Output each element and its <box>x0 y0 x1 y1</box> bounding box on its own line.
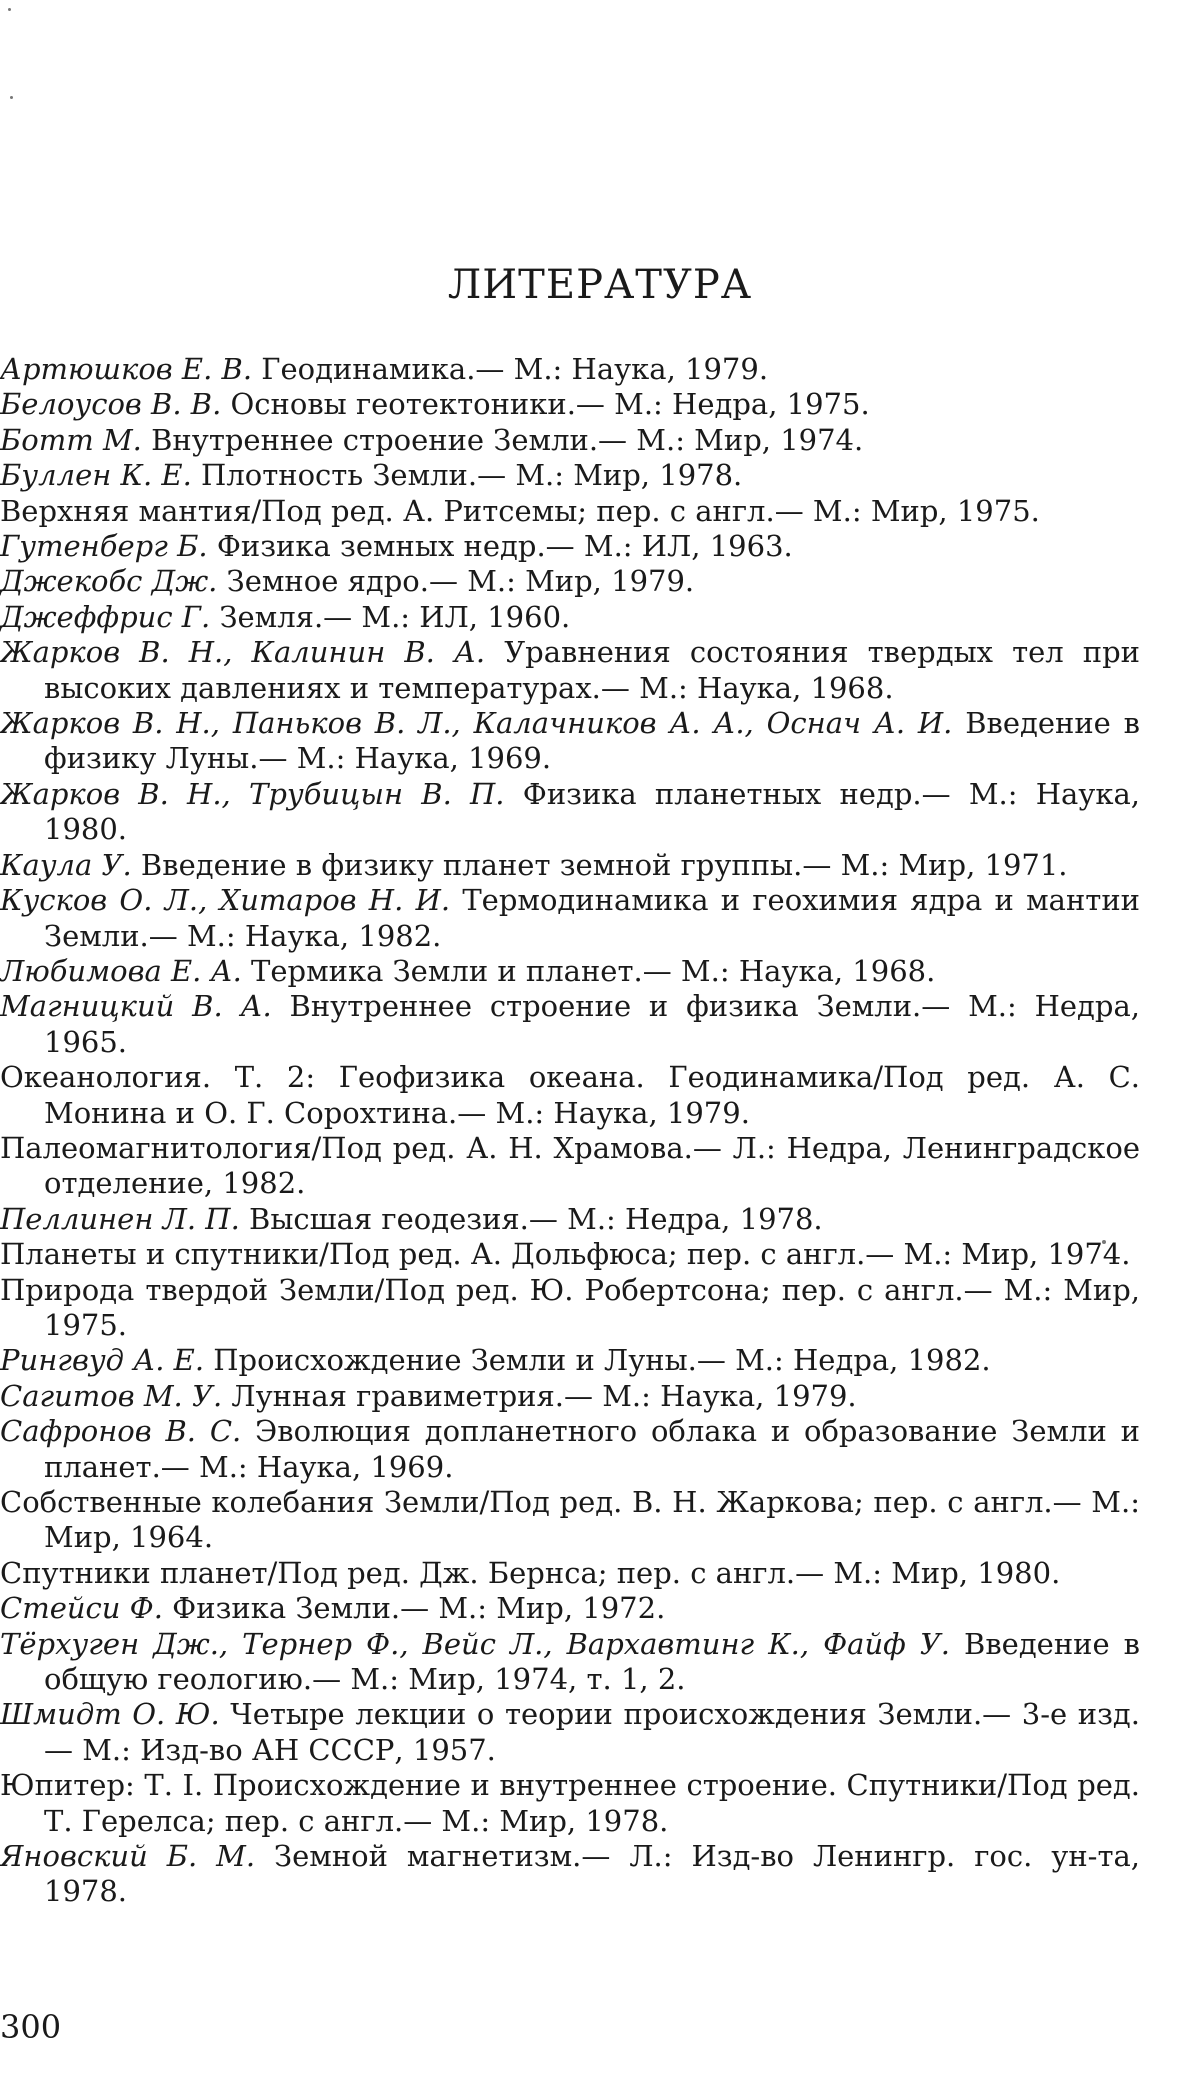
reference-entry <box>0 1591 1140 1626</box>
reference-entry <box>0 883 1140 954</box>
reference-text: Внутреннее строение и физика Земли.— М.: Недра, 1965. <box>44 989 1140 1059</box>
reference-list <box>0 352 1140 1910</box>
reference-entry <box>0 989 1140 1060</box>
reference-entry <box>0 1697 1140 1768</box>
reference-entry <box>0 1131 1140 1202</box>
reference-author: Каула У. <box>0 847 132 882</box>
reference-text: Происхождение Земли и Луны.— М.: Недра, 1982. <box>204 1343 991 1378</box>
reference-text: Юпитер: Т. I. Происхождение и внутреннее строение. Спутники/Под ред. Т. Герелса; пер. с англ.— М.: Мир, 1978. <box>0 1768 1140 1838</box>
reference-entry <box>0 1485 1140 1556</box>
reference-text: Океанология. Т. 2: Геофизика океана. Геодинамика/Под ред. А. С. Монина и О. Г. Сорохтина.— М.: Наука, 1979. <box>0 1060 1140 1130</box>
reference-author: Джекобс Дж. <box>0 564 218 599</box>
reference-entry <box>0 1627 1140 1698</box>
reference-text: Введение в общую геологию.— М.: Мир, 1974, т. 1, 2. <box>44 1626 1140 1697</box>
reference-text: Физика земных недр.— М.: ИЛ, 1963. <box>207 529 793 564</box>
reference-text: Геодинамика.— М.: Наука, 1979. <box>252 352 769 386</box>
reference-author: Сагитов М. У. <box>0 1378 223 1413</box>
reference-author: Гутенберг Б. <box>0 529 208 564</box>
reference-author: Белоусов В. В. <box>0 387 222 422</box>
reference-author: Стейси Ф. <box>0 1591 163 1626</box>
reference-entry <box>0 1202 1140 1237</box>
reference-author: Рингвуд А. Е. <box>0 1343 205 1378</box>
reference-text: Собственные колебания Земли/Под ред. В. Н. Жаркова; пер. с англ.— М.: Мир, 1964. <box>0 1485 1140 1555</box>
reference-text: Введение в физику планет земной группы.— М.: Мир, 1971. <box>131 847 1068 882</box>
reference-entry <box>0 564 1140 599</box>
reference-author: Сафронов В. С. <box>0 1414 242 1449</box>
reference-entry <box>0 1273 1140 1344</box>
reference-entry <box>0 1768 1140 1839</box>
reference-text: Введение в физику Луны.— М.: Наука, 1969. <box>44 706 1140 776</box>
reference-author: Кусков О. Л., Хитаров Н. И. <box>0 883 451 918</box>
reference-author: Жарков В. Н., Паньков В. Л., Калачников А. А., Оснач А. И. <box>0 706 953 741</box>
reference-text: Верхняя мантия/Под ред. А. Ритсемы; пер. с англ.— М.: Мир, 1975. <box>0 493 1040 528</box>
reference-entry <box>0 1414 1140 1485</box>
reference-entry <box>0 387 1140 422</box>
reference-entry <box>0 600 1140 635</box>
reference-text: Четыре лекции о теории происхождения Земли.— 3-е изд.— М.: Изд-во АН СССР, 1957. <box>44 1697 1140 1767</box>
reference-entry <box>0 1839 1140 1910</box>
reference-text: Земной магнетизм.— Л.: Изд-во Ленингр. гос. ун-та, 1978. <box>44 1839 1141 1909</box>
reference-text: Спутники планет/Под ред. Дж. Бернса; пер. с англ.— М.: Мир, 1980. <box>0 1555 1061 1590</box>
reference-entry <box>0 954 1140 989</box>
reference-text: Физика планетных недр.— М.: Наука, 1980. <box>44 776 1140 847</box>
reference-text: Земное ядро.— М.: Мир, 1979. <box>217 564 695 599</box>
reference-author: Магницкий В. А. <box>0 989 272 1024</box>
reference-entry <box>0 1556 1140 1591</box>
reference-entry <box>0 1060 1140 1131</box>
reference-text: Термодинамика и геохимия ядра и мантии Земли.— М.: Наука, 1982. <box>44 883 1141 953</box>
reference-text: Плотность Земли.— М.: Мир, 1978. <box>191 458 743 493</box>
reference-text: Природа твердой Земли/Под ред. Ю. Робертсона; пер. с англ.— М.: Мир, 1975. <box>0 1272 1140 1342</box>
reference-entry <box>0 423 1140 458</box>
reference-author: Жарков В. Н., Трубицын В. П. <box>0 776 505 811</box>
reference-author: Джеффрис Г. <box>0 599 211 634</box>
reference-author: Шмидт О. Ю. <box>0 1697 220 1732</box>
reference-text: Высшая геодезия.— М.: Недра, 1978. <box>239 1201 823 1236</box>
reference-entry <box>0 529 1140 564</box>
reference-author: Артюшков Е. В. <box>0 352 253 386</box>
reference-author: Буллен К. Е. <box>0 458 192 493</box>
reference-entry <box>0 458 1140 493</box>
reference-text: Внутреннее строение Земли.— М.: Мир, 1974. <box>141 422 864 457</box>
reference-text: Физика Земли.— М.: Мир, 1972. <box>162 1591 666 1626</box>
reference-entry <box>0 848 1140 883</box>
reference-entry <box>0 1379 1140 1414</box>
reference-author: Ботт М. <box>0 422 142 457</box>
reference-author: Пеллинен Л. П. <box>0 1201 240 1236</box>
scan-speck <box>8 8 11 11</box>
reference-text: Основы геотектоники.— М.: Недра, 1975. <box>221 387 870 422</box>
reference-entry <box>0 777 1140 848</box>
reference-text: Планеты и спутники/Под ред. А. Дольфюса; пер. с англ.— М.: Мир, 1974. <box>0 1237 1131 1272</box>
reference-entry <box>0 1237 1140 1272</box>
reference-text: Земля.— М.: ИЛ, 1960. <box>210 599 571 634</box>
scan-speck <box>10 96 13 99</box>
reference-entry <box>0 352 1140 387</box>
reference-text: Лунная гравиметрия.— М.: Наука, 1979. <box>222 1378 857 1413</box>
reference-author: Яновский Б. М. <box>0 1839 256 1874</box>
reference-entry <box>0 706 1140 777</box>
reference-text: Эволюция допланетного облака и образование Земли и планет.— М.: Наука, 1969. <box>44 1414 1140 1484</box>
reference-entry <box>0 494 1140 529</box>
page-heading: ЛИТЕРАТУРА <box>447 262 753 308</box>
reference-text: Уравнения состояния твердых тел при высоких давлениях и температурах.— М.: Наука, 1968. <box>44 635 1140 705</box>
reference-text: Термика Земли и планет.— М.: Наука, 1968. <box>241 953 936 988</box>
reference-entry <box>0 1343 1140 1378</box>
page-number: 300 <box>0 2008 62 2046</box>
reference-author: Тёрхуген Дж., Тернер Ф., Вейс Л., Вархавтинг К., Файф У. <box>0 1626 951 1661</box>
reference-author: Жарков В. Н., Калинин В. А. <box>0 635 486 670</box>
reference-author: Любимова Е. А. <box>0 953 242 988</box>
reference-text: Палеомагнитология/Под ред. А. Н. Храмова.— Л.: Недра, Ленинградское отделение, 1982. <box>0 1130 1140 1201</box>
reference-entry <box>0 635 1140 706</box>
